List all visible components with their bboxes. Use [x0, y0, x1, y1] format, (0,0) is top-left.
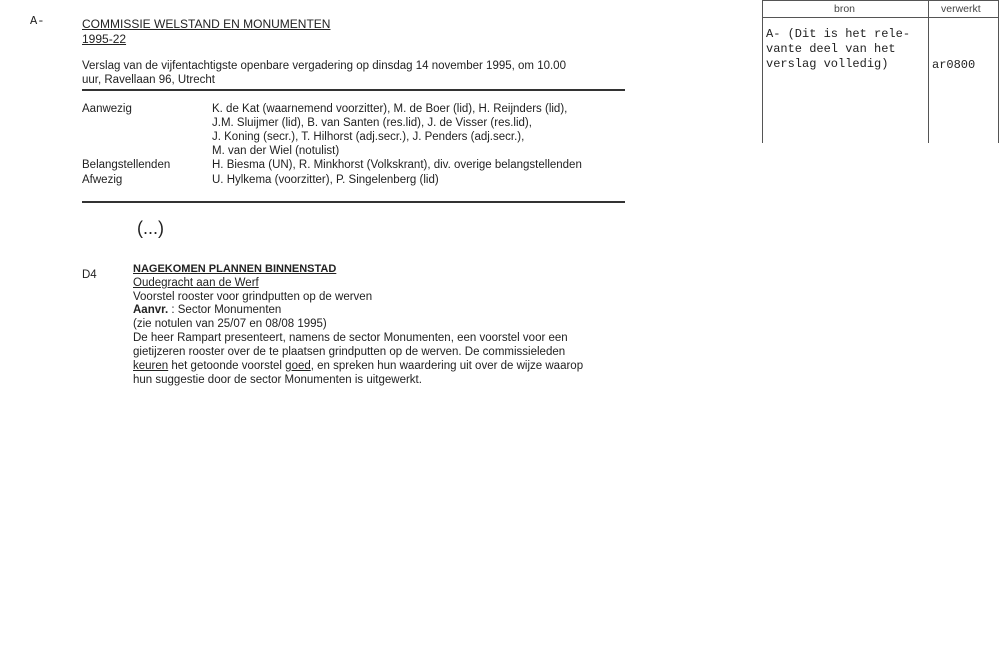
applicant-text: : Sector Monumenten	[168, 304, 282, 316]
body-line-1: De heer Rampart presenteert, namens de sector Monumenten, een voorstel voor een	[133, 332, 568, 344]
item-code: D4	[82, 269, 97, 281]
item-applicant	[133, 303, 281, 317]
intro-line-2: uur, Ravellaan 96, Utrecht	[82, 74, 215, 86]
item-heading: NAGEKOMEN PLANNEN BINNENSTAD	[133, 263, 337, 275]
header-divider	[82, 89, 625, 91]
source-line-1: A- (Dit is het rele-	[766, 27, 911, 41]
body-line-3-part-d: , en spreken hun waardering uit over de wijze waarop	[310, 360, 584, 372]
body-keuren: keuren	[133, 360, 169, 372]
item-location: Oudegracht aan de Werf	[133, 277, 259, 289]
stakeholders-label: Belangstellenden	[82, 159, 171, 171]
present-line-2: J.M. Sluijmer (lid), B. van Santen (res.lid), J. de Visser (res.lid),	[212, 117, 532, 129]
body-line-4: hun suggestie door de sector Monumenten is uitgewerkt.	[133, 374, 422, 386]
margin-mark: A-	[30, 14, 45, 28]
document-title: COMMISSIE WELSTAND EN MONUMENTEN	[82, 17, 331, 31]
processed-value: ar0800	[932, 58, 976, 72]
present-label: Aanwezig	[82, 103, 132, 115]
source-line-2: vante deel van het	[766, 42, 896, 56]
item-subject: Voorstel rooster voor grindputten op de werven	[133, 291, 373, 303]
present-line-3: J. Koning (secr.), T. Hilhorst (adj.secr.), J. Penders (adj.secr.),	[212, 131, 525, 143]
body-line-3	[133, 359, 583, 373]
intro-line-1: Verslag van de vijfentachtigste openbare vergadering op dinsdag 14 november 1995, om 10.00	[82, 60, 566, 72]
body-line-3-part-b: het getoonde voorstel	[168, 360, 286, 372]
attendance-divider	[82, 201, 625, 203]
present-line-1: K. de Kat (waarnemend voorzitter), M. de Boer (lid), H. Reijnders (lid),	[212, 103, 568, 115]
column-header-verwerkt: verwerkt	[941, 3, 981, 15]
body-goed: goed	[285, 360, 311, 372]
column-header-bron: bron	[834, 3, 856, 15]
present-line-4: M. van der Wiel (notulist)	[212, 145, 340, 157]
absent-label: Afwezig	[82, 174, 123, 186]
item-reference: (zie notulen van 25/07 en 08/08 1995)	[133, 318, 327, 330]
absent-text: U. Hylkema (voorzitter), P. Singelenberg (lid)	[212, 174, 439, 186]
source-line-3: verslag volledig)	[766, 57, 889, 71]
applicant-label: Aanvr.	[133, 304, 169, 316]
omission-ellipsis: (...)	[137, 218, 164, 238]
stakeholders-text: H. Biesma (UN), R. Minkhorst (Volkskrant), div. overige belangstellenden	[212, 159, 582, 171]
body-line-2: gietijzeren rooster over de te plaatsen grindputten op de werven. De commissieleden	[133, 346, 566, 358]
document-number: 1995-22	[82, 32, 127, 46]
